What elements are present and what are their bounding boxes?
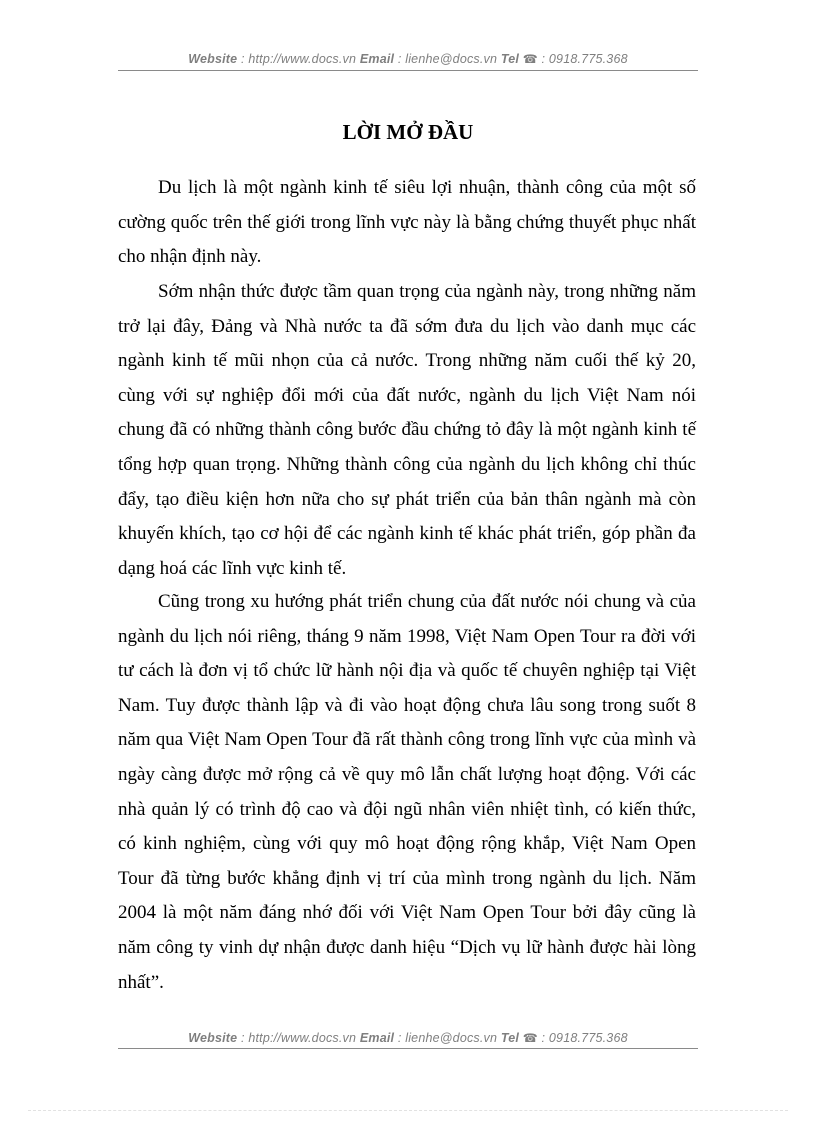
footer-website-url[interactable]: : http://www.docs.vn [237, 1031, 360, 1045]
footer-email-address[interactable]: : lienhe@docs.vn [394, 1031, 501, 1045]
footer-divider [118, 1048, 698, 1049]
header-divider [118, 70, 698, 71]
website-url[interactable]: : http://www.docs.vn [237, 52, 360, 66]
phone-icon: ☎ [522, 52, 538, 66]
footer-phone-icon: ☎ [522, 1031, 538, 1045]
paragraph-3: Cũng trong xu hướng phát triển chung của đất nước nói chung và của ngành du lịch nói riêng, tháng 9 năm 1998, Việt Nam Open Tour ra đời với tư cách là đơn vị tổ chức lữ hành nội địa và quốc tế chuyên nghiệp tại Việt Nam. Tuy được thành lập và đi vào hoạt động chưa lâu song trong suốt 8 năm qua Việt Nam Open Tour đã rất thành công trong lĩnh vực của mình và ngày càng được mở rộng cả về quy mô lẫn chất lượng hoạt động. Với các nhà quản lý có trình độ cao và đội ngũ nhân viên nhiệt tình, có kiến thức, có kinh nghiệm, cùng với quy mô hoạt động rộng khắp, Việt Nam Open Tour đã từng bước khẳng định vị trí của mình trong ngành du lịch. Năm 2004 là một năm đáng nhớ đối với Việt Nam Open Tour bởi đây cũng là năm công ty vinh dự nhận được danh hiệu “Dịch vụ lữ hành được hài lòng nhất”. [118, 591, 696, 993]
footer-tel-label: Tel [500, 1031, 520, 1045]
website-label: Website [188, 52, 238, 66]
page-title: LỜI MỞ ĐẦU [342, 120, 474, 144]
footer-tel-number: : 0918.775.368 [537, 1031, 628, 1045]
footer-website-label: Website [188, 1031, 238, 1045]
tel-number: : 0918.775.368 [537, 52, 628, 66]
tel-label: Tel [500, 52, 520, 66]
email-label: Email [359, 52, 395, 66]
paragraph-2: Sớm nhận thức được tầm quan trọng của ngành này, trong những năm trở lại đây, Đảng và Nhà nước ta đã sớm đưa du lịch vào danh mục các ngành kinh tế mũi nhọn của cả nước. Trong những năm cuối thế kỷ 20, cùng với sự nghiệp đổi mới của đất nước, ngành du lịch Việt Nam nói chung đã có những thành công bước đầu chứng tỏ đây là một ngành kinh tế tổng hợp quan trọng. Những thành công của ngành du lịch không chỉ thúc đẩy, tạo điều kiện hơn nữa cho sự phát triển của bản thân ngành mà còn khuyến khích, tạo cơ hội để các ngành kinh tế khác phát triển, góp phần đa dạng hoá các lĩnh vực kinh tế. [118, 281, 696, 579]
page-header [118, 52, 698, 66]
page-break-line [28, 1110, 788, 1111]
email-address[interactable]: : lienhe@docs.vn [394, 52, 501, 66]
paragraph-1: Du lịch là một ngành kinh tế siêu lợi nhuận, thành công của một số cường quốc trên thế giới trong lĩnh vực này là bằng chứng thuyết phục nhất cho nhận định này. [118, 177, 696, 268]
footer-email-label: Email [359, 1031, 395, 1045]
page-footer [118, 1031, 698, 1045]
